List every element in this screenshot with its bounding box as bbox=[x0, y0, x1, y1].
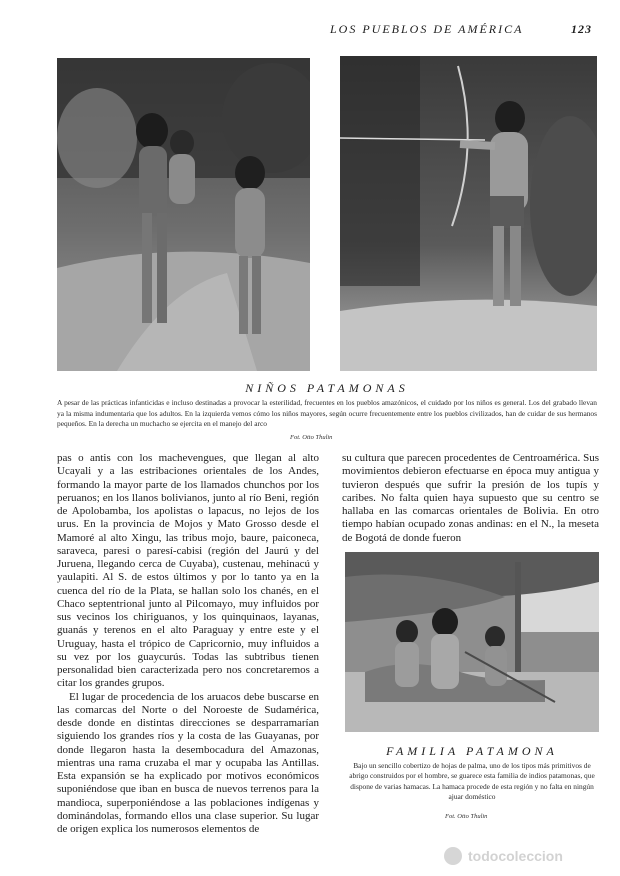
watermark-text: todocoleccion bbox=[468, 848, 563, 864]
page-header bbox=[330, 20, 592, 40]
body-column-left bbox=[57, 452, 319, 836]
figure-caption-ninos: A pesar de las prácticas infanticidas e incluso destinadas a provocar la esterilidad, frecuentes en los pueblos amazónicos, el cuidado por los niños es general. Los del grabado llevan ya la misma indumentaria que los adultos. En la izquierda vemos cómo los niños mayores, según ocurre frecuentemente entre los pueblos civilizados, han de cuidar de sus hermanos pequeños. En la derecha un muchacho se ejercita en el manejo del arco bbox=[57, 398, 597, 428]
photo-credit-1: Fot. Otto Thulin bbox=[290, 434, 333, 441]
running-title: LOS PUEBLOS DE AMÉRICA bbox=[330, 22, 524, 36]
paragraph: pas o antis con los machevengues, que llegan al alto Ucayali y a las estribaciones orientales de los Andes, formando la mayor parte de los llamados chunchos por los peruanos; en los llanos bolivianos, junto al río Beni, región de Apolobamba, los apolistas o lapacus, no lejos de los urus. En la provincia de Mojos y Mato Grosso desde el Mamoré al alto Xingu, las tribus mojo, baure, paiconeca, saraveca, paresi o paresí-cabisi (región del Jaurú y del Juruena, llegando cerca de Cuyaba), custenau, mehinacú y yaulapiti. Al S. de estos últimos y por lo tanto ya en la cuenca del río de la Plata, se hallan solo los chanés, en el Chaco septentrional junto al Pilcomayo, muy influidos por sus vecinos los chiriguanos, y los quinquinaos, layanas, guanás y terenos en el alto Paraguay y entre este y el Uruguay, hasta el trópico de Capricornio, muy influidos a su vez por los guaycurús. Todas las subtribus tienen personalidad bien caracterizada pero nos concretaremos a citar los grandes grupos. bbox=[57, 452, 319, 690]
body-column-right bbox=[342, 452, 599, 545]
photo-boy-with-bow bbox=[340, 56, 597, 371]
figure-title-familia: FAMILIA PATAMONA bbox=[386, 744, 558, 758]
photo-children-left bbox=[57, 58, 310, 371]
photo-family-shelter bbox=[345, 552, 599, 732]
paragraph: El lugar de procedencia de los aruacos debe buscarse en las comarcas del Norte o del Noroeste de Sudamérica, desde donde en distintas direcciones se desparramarían siguiendo los grandes ríos y la costa de las Guayanas, por donde llegaron hasta la desembocadura del Amazonas, mientras una rama cruzaba el mar y ocupaba las Antillas. Esta expansión se ha explicado por motivos económicos suponiéndose que iban en busca de nuevos terrenos para la mandioca, superponiéndose a las poblaciones indígenas y dominándolas, formando ellos una clase superior. Su lugar de origen explica los numerosos elementos de bbox=[57, 690, 319, 835]
figure-title-ninos: NIÑOS PATAMONAS bbox=[245, 381, 409, 395]
watermark-logo-icon bbox=[444, 847, 462, 865]
page-number: 123 bbox=[571, 22, 592, 36]
photo-credit-2: Fot. Otto Thulin bbox=[445, 813, 488, 820]
figure-caption-familia: Bajo un sencillo cobertizo de hojas de palma, uno de los tipos más primitivos de abrigo construidos por el hombre, se guarece esta familia de indios patamonas, que dispone de varias hamacas. La hamaca procede de esta región y no falta en ningún ajuar doméstico bbox=[349, 761, 595, 801]
paragraph: su cultura que parecen procedentes de Centroamérica. Sus movimientos debieron efectuarse en época muy antigua y tuvieron después que sufrir la presión de los tupís y caribes. No falta quien haya supuesto que su centro se hallaba en las comarcas orientales de Bolivia. En otro tiempo habían ocupado zonas andinas: en el N., la meseta de Bogotá de donde fueron bbox=[342, 452, 599, 544]
watermark bbox=[444, 845, 614, 869]
